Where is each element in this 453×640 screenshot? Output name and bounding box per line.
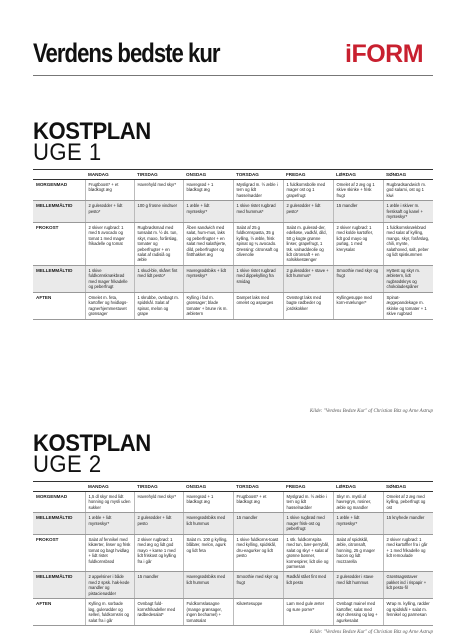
- table-row: [33, 222, 433, 265]
- week2-subtitle: UGE 2: [33, 451, 102, 478]
- row-label: FROKOST: [33, 534, 85, 572]
- meal-cell: 2 skiver rugbrød: 1 med kartoffler fra i går + 1 med frikadelle og lidt remoulade: [383, 534, 433, 572]
- row-label: MELLEMMÅLTID: [33, 572, 85, 599]
- meal-cell: 15 mandler: [134, 572, 183, 599]
- table-row: [33, 492, 433, 513]
- meal-cell: Rugbrødsandwich m. god salami, ost og 1 kiwi: [383, 180, 433, 201]
- meal-cell: Frugtboost* + et blødkogt æg: [85, 180, 134, 201]
- meal-cell: Omelet m. feta, kartofler og hvidløgs-ragnerhjemmestuvet grønsager: [85, 292, 134, 319]
- table-row: [33, 265, 433, 292]
- meal-cell: 2 appelsiner i både med 2 spsk. hak-kede mandler og pistacienødder: [85, 572, 134, 599]
- week1-heading: [33, 120, 433, 165]
- table-row: [33, 201, 433, 222]
- meal-cell: 1 æble + lidt mynteskyr*: [85, 513, 134, 534]
- meal-cell: 1 fuldkornsknækbrød med salat af kylling, mango, skyr, forårsløg, chili, mynte, salathoved, salt, peber og lidt spiskummen: [383, 222, 433, 265]
- meal-cell: Hyttest og skyr m. æbletern, lidt rugbrødskrys og chokoladespåner: [383, 265, 433, 292]
- column-header: ONSDAG: [183, 482, 233, 492]
- meal-cell: Omelet af 2 æg og 1 skive skinke + frisk frugt: [333, 180, 383, 201]
- column-header: TIRSDAG: [134, 170, 183, 180]
- meal-cell: 1 skive ristet rugbrød med dippekylling fra smidag: [233, 265, 283, 292]
- meal-cell: Rugbrødsmad med tunsalat m. ½ ds. tun, skyr, maxo, forårsløg, tomater og peberfrugter + en salat af radisiå og æble: [134, 222, 183, 265]
- column-header: MANDAG: [85, 170, 134, 180]
- table-header-row: [33, 170, 433, 180]
- column-header: TORSDAG: [233, 482, 283, 492]
- meal-cell: 2 skiver rugbrød: 1 med 5 avocado og tomat 1 med mager frikadelle og tomat: [85, 222, 134, 265]
- meal-cell: Salat af fennikel med kikærter, linser og frisk tomat og bagt hvidløg + lidt ristet fuldkornsbrød: [85, 534, 134, 572]
- meal-cell: Kikærtesuppe: [233, 599, 283, 626]
- header-divider: [33, 75, 433, 76]
- week2-section: [33, 432, 433, 626]
- column-header: MANDAG: [85, 482, 134, 492]
- table-row: [33, 534, 433, 572]
- meal-cell: 2 gulerødder + lidt pesto*: [85, 201, 134, 222]
- meal-cell: 1 skud-ble, skåret fint med lidt pesto*: [134, 265, 183, 292]
- meal-cell: Havrehyld med skyr*: [134, 180, 183, 201]
- meal-cell: Ovnstegt laks med bagte rødbeder og jordskokker: [283, 292, 333, 319]
- row-label: MORGENMAD: [33, 492, 85, 513]
- meal-cell: Salat m. 100 g kylling, blåbær, melon, agurk og lidt feta: [183, 534, 233, 572]
- meal-cell: Dampet laks med omelet og asparges: [233, 292, 283, 319]
- meal-cell: 2 gulerødder i stave med lidt hummus: [333, 572, 383, 599]
- column-header: TORSDAG: [233, 170, 283, 180]
- row-label: MELLEMMÅLTID: [33, 265, 85, 292]
- header-corner: [33, 170, 85, 180]
- meal-cell: 1,5 dl skyr med lidt honning og mysli uden sukker: [85, 492, 134, 513]
- page-title: Verdens bedste kur: [33, 38, 220, 68]
- table-row: [33, 572, 433, 599]
- meal-cell: Mysligrød m. ½ æble i tern og lidt hasselnødder: [233, 180, 283, 201]
- table-row: [33, 599, 433, 626]
- meal-cell: Ovnbagt mainel med kartofler, salat med skyr dressing og løg + agurkesalat: [333, 599, 383, 626]
- meal-cell: 1 skive fuldkornsknækbrød med mager frikadelle og peberfrugt: [85, 265, 134, 292]
- meal-cell: 100 g frosne vindruer: [134, 201, 183, 222]
- meal-cell: Lam med gule ærter og sure porrer*: [283, 599, 333, 626]
- meal-cell: Spinat-æggepandekage m. skinke og tomater + 1 skive rugbrød: [383, 292, 433, 319]
- meal-cell: Myslgrød m. ½ æble i tern og lidt hasselnødder: [283, 492, 333, 513]
- meal-cell: Havregrødsbiks med lidt hummus: [183, 572, 233, 599]
- meal-cell: Salat m. gulerød-der, edelløse, vadkål, dild, 50 g kogte grønne linser, grapefrugt, 1 tsk. valnøddeolie og lidt citronsaft + en solsikkestænger: [283, 222, 333, 265]
- week2-table: [33, 481, 433, 626]
- table-row: [33, 292, 433, 319]
- table-row: [33, 513, 433, 534]
- meal-cell: 1 fuldkornsbolle med mager ost og 1 grapefrugt: [283, 180, 333, 201]
- meal-cell: 15 knyhede mandler: [383, 513, 433, 534]
- meal-cell: Salat af 25 g fuldkornspasta, 35 g kylling, ½ æble, frisk spinat og ¼ avocado. Dressing: citronsaft og olivenolie: [233, 222, 283, 265]
- meal-cell: 15 mandler: [333, 201, 383, 222]
- table-row: [33, 180, 433, 201]
- column-header: LØRDAG: [333, 482, 383, 492]
- meal-cell: Kylling m. sorbade løg, gulerødder og selleri, fuldkornsris og salat fra i går: [85, 599, 134, 626]
- week2-title: KOSTPLAN: [33, 430, 151, 457]
- meal-cell: 2 gulerødder + lidt pesto: [134, 513, 183, 534]
- meal-cell: Salat af spidskål, æble, citronsaft, honning, 25 g mager bacon og lidt mozzarella: [333, 534, 383, 572]
- row-label: MORGENMAD: [33, 180, 85, 201]
- week2-caption: Kilde: "Verdens Bedste Kur" af Christian Bitz og Arne Astrup: [309, 630, 433, 635]
- column-header: ONSDAG: [183, 170, 233, 180]
- brand-logo: iFORM: [345, 40, 424, 68]
- meal-cell: Havrehyld med skyr*: [134, 492, 183, 513]
- meal-cell: 1 skive rugbrød med mager frisk-ost og peberfrugt: [283, 513, 333, 534]
- week1-table: [33, 169, 433, 320]
- meal-cell: 1 skive ristet rugbrød med hummus*: [233, 201, 283, 222]
- column-header: SØNDAG: [383, 170, 433, 180]
- meal-cell: Omelet af 2 æg med kylling, peberfrugt og ost: [383, 492, 433, 513]
- meal-cell: 1 skive fuldkorns-toast med kylling, spidskål, dru-eagurker og lidt pesto: [233, 534, 283, 572]
- row-label: MELLEMMÅLTID: [33, 201, 85, 222]
- week1-subtitle: UGE 1: [33, 139, 102, 166]
- row-label: FROKOST: [33, 222, 85, 265]
- meal-cell: 2 skiver rugbrød: 1 med æg og lidt god mayo + karse 1 med lidt friskost og kylling fra i går: [134, 534, 183, 572]
- meal-cell: Fuldkornslasagne (mange grønsager, ingen bechamel) + tomatsalat: [183, 599, 233, 626]
- meal-cell: Smoothie med skyr og frugt: [333, 265, 383, 292]
- meal-cell: 1 skrubbe, ovnbagt m. spidskål. Salat af spinat, melon og grape: [134, 292, 183, 319]
- meal-cell: 1 æble + lidt mynteskyr*: [333, 513, 383, 534]
- meal-cell: 2 gulerødder + stave + lidt hummus*: [283, 265, 333, 292]
- column-header: FREDAG: [283, 170, 333, 180]
- meal-cell: Havregrødsbiks + lidt mynteskyr*: [183, 265, 233, 292]
- meal-cell: 1 æble i skiver m. fersksaft og kanel + mynteskyr*: [383, 201, 433, 222]
- meal-cell: Kyllingesuppe med korn-mælunger*: [333, 292, 383, 319]
- row-label: AFTEN: [33, 292, 85, 319]
- table-header-row: [33, 482, 433, 492]
- week1-caption: Kilde: "Verdens Bedste Kur" af Christian Bitz og Arne Astrup: [309, 409, 433, 414]
- meal-cell: Havregrødsbiks med lidt hummus: [183, 513, 233, 534]
- meal-cell: Havregrød + 1 blødkogt æg: [183, 492, 233, 513]
- week1-title: KOSTPLAN: [33, 118, 151, 145]
- meal-cell: 2 skiver rugbrød: 1 med kolde kartofler, lidt god mayo og purløg, 1 med krerysalat: [333, 222, 383, 265]
- meal-cell: Ovnbagt fuld-kornsfrikadeller med rødbedesalat*: [134, 599, 183, 626]
- meal-cell: Kylling i fad m. grønsager; blade tomater + brune ris m. æbletern: [183, 292, 233, 319]
- meal-cell: Åben sandwich med salat, hum-mus, laks og peberfrugter + en salat med salathjerte, dild, peberfrugter og fintthakket æg: [183, 222, 233, 265]
- meal-cell: Smoothie med skyr og frugt: [233, 572, 283, 599]
- meal-cell: 1 stk. fuldkornspita med tun, bær-perrybål, salat og skyr + salat af grønne bønner, kornespirer, lidt olie og parmesan: [283, 534, 333, 572]
- row-label: AFTEN: [33, 599, 85, 626]
- page-header: [0, 0, 453, 100]
- meal-cell: 15 mandler: [233, 513, 283, 534]
- meal-cell: Skyr m. mysli af havregryn, rosiner, æble og mandler: [333, 492, 383, 513]
- column-header: FREDAG: [283, 482, 333, 492]
- meal-cell: Rødkål stået fint med lidt pesto: [283, 572, 333, 599]
- meal-cell: Frugtboost* + et blødkogt æg: [233, 492, 283, 513]
- week2-heading: [33, 432, 433, 477]
- column-header: LØRDAG: [333, 170, 383, 180]
- column-header: TIRSDAG: [134, 482, 183, 492]
- row-label: MELLEMMÅLTID: [33, 513, 85, 534]
- column-header: SØNDAG: [383, 482, 433, 492]
- meal-cell: 2 gulerødder + lidt pesto*: [283, 201, 333, 222]
- meal-cell: Havregrød + 1 blødkogt æg: [183, 180, 233, 201]
- meal-cell: 1 æble + lidt mynteskyr*: [183, 201, 233, 222]
- header-corner: [33, 482, 85, 492]
- week1-section: [33, 120, 433, 320]
- meal-cell: Wrap m. kylling, rødder og spidskål + salat m. fennikel og parmesan: [383, 599, 433, 626]
- meal-cell: Grøntsagsstaver pakket ind i rispapir + lidt pesto-fil: [383, 572, 433, 599]
